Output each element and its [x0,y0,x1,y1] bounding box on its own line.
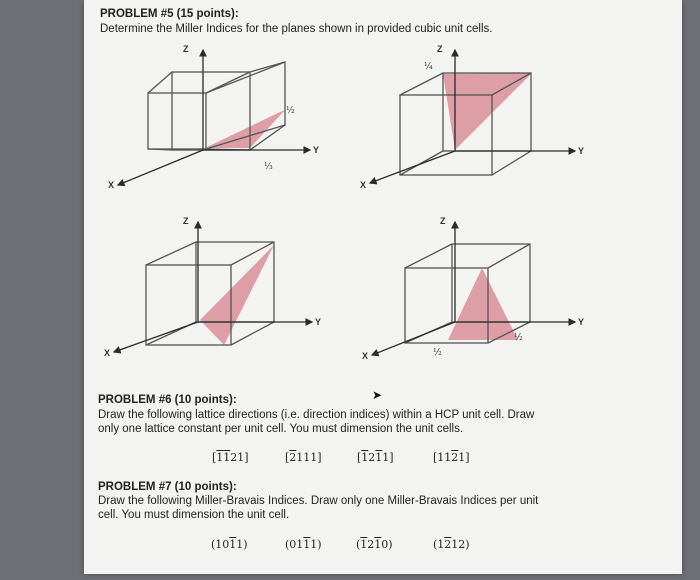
index-digit: 1 [360,538,368,551]
index-digit: 1 [216,451,224,464]
index-digit: 1 [374,538,382,551]
cube1-x-label: X [108,180,115,190]
bracket-open: [ [285,451,290,464]
cube3-z-label: Z [183,216,189,226]
index-digit: 1 [310,538,318,551]
miller-bravais-index-3 [356,538,393,551]
miller-bravais-index-2 [285,538,322,551]
bracket-open: [ [212,451,217,464]
index-digit: 1 [437,451,445,464]
bracket-open: ( [211,538,216,551]
index-digit: 1 [229,538,237,551]
index-digit: 1 [437,538,445,551]
unit-cell-3 [146,242,274,345]
direction-index-3 [357,451,394,464]
bracket-close: ] [317,451,322,464]
cube4-x-label: X [362,351,369,361]
cube2-plane [443,73,532,150]
cube3-x-label: X [104,348,111,358]
bracket-close: ) [317,538,322,551]
cube4-plane [448,268,518,340]
index-digit: 0 [381,538,389,551]
cube2-z-label: Z [437,44,443,54]
bracket-open: ( [285,538,290,551]
index-digit: 1 [223,451,231,464]
bracket-open: [ [433,451,438,464]
problem6-title: PROBLEM #6 (10 points): [98,394,237,406]
bracket-close: ] [465,451,470,464]
problem7-line1: Draw the following Miller-Bravais Indices. Draw only one Miller-Bravais Indices per unit [98,495,539,507]
direction-index-4 [433,451,470,464]
index-digit: 1 [236,538,244,551]
cube1-y-label: Y [313,145,320,155]
cube2-fraction-a: ¼ [424,62,433,72]
problem6-line1: Draw the following lattice directions (i.e. direction indices) within a HCP unit cell. Draw [98,409,535,421]
direction-index-1 [212,451,249,464]
bracket-close: ] [244,451,249,464]
index-digit: 1 [237,451,245,464]
index-digit: 2 [367,538,375,551]
index-digit: 1 [296,451,304,464]
bracket-close: ) [465,538,470,551]
bracket-close: ] [389,451,394,464]
problem7-title: PROBLEM #7 (10 points): [98,481,237,493]
unit-cell-1 [148,62,285,150]
unit-cell-4 [405,244,530,343]
bracket-close: ) [243,538,248,551]
index-digit: 1 [303,451,311,464]
problem6-line2: only one lattice constant per unit cell. You must dimension the unit cells. [98,423,464,435]
index-digit: 2 [230,451,238,464]
bracket-close: ) [388,538,393,551]
miller-bravais-index-4 [433,538,470,551]
cube4-y-label: Y [578,317,585,327]
cube4-fraction-b: ½ [514,333,523,343]
cube1-z-label: Z [183,44,189,54]
index-digit: 1 [375,451,383,464]
index-digit: 1 [451,538,459,551]
index-digit: 0 [289,538,297,551]
problem5-instruction: Determine the Miller Indices for the planes shown in provided cubic unit cells. [100,23,493,35]
cube2-x-label: X [360,180,367,190]
miller-bravais-index-1 [211,538,248,551]
index-digit: 2 [289,451,297,464]
cube2-y-label: Y [578,146,585,156]
bracket-open: ( [433,538,438,551]
bracket-open: ( [356,538,361,551]
cube1-fraction-b: ⅓ [264,162,273,172]
mouse-cursor-icon: ➤ [372,388,383,402]
cube1-fraction-a: ½ [286,106,295,116]
index-digit: 1 [382,451,390,464]
index-digit: 2 [451,451,459,464]
index-digit: 1 [458,451,466,464]
index-digit: 1 [444,451,452,464]
index-digit: 2 [458,538,466,551]
cube4-fraction-a: ½ [433,348,442,358]
cube3-plane [200,245,274,345]
index-digit: 1 [310,451,318,464]
cube3-y-label: Y [315,317,322,327]
unit-cell-2 [400,73,532,175]
cube4-z-label: Z [440,216,446,226]
index-digit: 1 [303,538,311,551]
index-digit: 1 [361,451,369,464]
index-digit: 0 [222,538,230,551]
problem7-line2: cell. You must dimension the unit cell. [98,509,290,521]
direction-index-2 [285,451,322,464]
index-digit: 1 [215,538,223,551]
bracket-open: [ [357,451,362,464]
index-digit: 1 [296,538,304,551]
problem5-title: PROBLEM #5 (15 points): [100,8,239,20]
index-digit: 2 [368,451,376,464]
index-digit: 2 [444,538,452,551]
